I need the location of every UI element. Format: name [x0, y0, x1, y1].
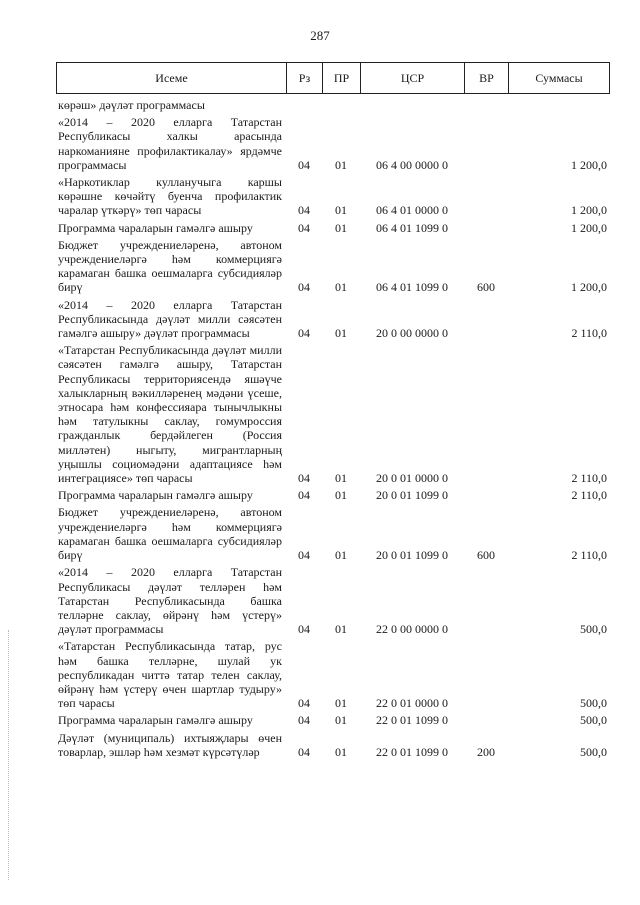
cell-name: «2014 – 2020 елларга Татарстан Республикасы халкы арасында наркоманияне профилактикалау» ярдәмче программасы — [58, 115, 282, 172]
column-header-rz: Рз — [287, 63, 323, 94]
table-header — [56, 62, 610, 94]
cell-sum: 2 110,0 — [571, 548, 607, 563]
cell-sum: 1 200,0 — [571, 203, 607, 218]
cell-csr: 20 0 00 0000 0 — [376, 326, 448, 341]
cell-rz: 04 — [298, 713, 310, 728]
table-row — [58, 218, 609, 235]
cell-pr: 01 — [335, 488, 347, 503]
cell-vr — [464, 485, 508, 502]
cell-vr — [464, 172, 508, 218]
cell-vr — [464, 340, 508, 485]
cell-sum: 500,0 — [580, 744, 607, 759]
table-row — [58, 728, 609, 759]
budget-table — [58, 98, 609, 759]
cell-name: Программа чараларын гамәлгә ашыру — [58, 488, 253, 503]
cell-csr: 22 0 01 1099 0 — [376, 744, 448, 759]
table-row — [58, 636, 609, 710]
cell-csr: 22 0 01 1099 0 — [376, 713, 448, 728]
table-row — [58, 112, 609, 172]
table-row — [58, 710, 609, 727]
cell-name: «2014 – 2020 елларга Татарстан Республикасында дәүләт милли сәясәтен гамәлгә ашыру» дәүләт программасы — [58, 297, 282, 341]
cell-pr: 01 — [335, 713, 347, 728]
cell-csr — [360, 98, 464, 112]
cell-pr: 01 — [335, 696, 347, 711]
table-row — [58, 340, 609, 485]
cell-pr: 01 — [335, 157, 347, 172]
cell-csr: 06 4 01 1099 0 — [376, 220, 448, 235]
cell-name: «Татарстан Республикасында дәүләт милли сәясәтен гамәлгә ашыру, Татарстан Республикасы территориясендә яшәүче халыкларның вәкилләренең мәдәни үсеше, этносара һәм конфессияара тынычлыкны һәм татулыкны саклау, гомумроссия гражданлык бердәйлеген (Россия милләтен) ныгыту, мигрантларның уңышлы социомәдәни адаптациясе һәм интеграциясе» төп чарасы — [58, 343, 282, 486]
cell-pr: 01 — [335, 471, 347, 486]
page-number: 287 — [310, 28, 330, 43]
cell-rz: 04 — [298, 696, 310, 711]
cell-name: көрәш» дәүләт программасы — [58, 98, 205, 112]
cell-rz: 04 — [298, 744, 310, 759]
cell-rz: 04 — [298, 326, 310, 341]
cell-name: «Наркотиклар кулланучыга каршы көрәшне көчәйтү буенча профилактик чаралар үткәрү» төп чарасы — [58, 175, 282, 218]
column-header-name: Исеме — [57, 63, 287, 94]
table-row — [58, 235, 609, 295]
cell-pr: 01 — [335, 548, 347, 563]
cell-pr: 01 — [335, 203, 347, 218]
cell-sum — [508, 98, 609, 112]
cell-name: Программа чараларын гамәлгә ашыру — [58, 220, 253, 235]
cell-pr: 01 — [335, 280, 347, 295]
cell-name: Бюджет учреждениеләренә, автоном учреждениеләргә һәм коммерциягә карамаган башка оешмаларга субсидияләр бирү — [58, 237, 282, 295]
cell-vr — [464, 562, 508, 636]
cell-vr — [464, 295, 508, 341]
cell-vr — [464, 112, 508, 172]
cell-sum: 1 200,0 — [571, 280, 607, 295]
cell-sum: 2 110,0 — [571, 326, 607, 341]
cell-name: «Татарстан Республикасында татар, рус һәм башка телләрне, шулай ук республикадан читтә татар телен саклау, өйрәнү һәм үстерү өчен шартлар тудыру» төп чарасы — [58, 639, 282, 711]
cell-pr: 01 — [335, 744, 347, 759]
cell-sum: 1 200,0 — [571, 157, 607, 172]
cell-vr: 200 — [477, 744, 495, 759]
scan-margin-dots — [8, 630, 13, 880]
cell-csr: 22 0 00 0000 0 — [376, 622, 448, 637]
cell-sum: 2 110,0 — [571, 488, 607, 503]
cell-rz — [286, 98, 322, 112]
cell-pr: 01 — [335, 220, 347, 235]
table-row — [58, 98, 609, 112]
cell-rz: 04 — [298, 622, 310, 637]
cell-rz: 04 — [298, 471, 310, 486]
cell-pr: 01 — [335, 326, 347, 341]
table-row — [58, 295, 609, 341]
cell-name: Бюджет учреждениеләренә, автоном учреждениеләргә һәм коммерциягә карамаган башка оешмаларга субсидияләр бирү — [58, 505, 282, 563]
cell-csr: 20 0 01 1099 0 — [376, 548, 448, 563]
column-header-pr: ПР — [323, 63, 361, 94]
cell-vr — [464, 218, 508, 235]
cell-name: Программа чараларын гамәлгә ашыру — [58, 713, 253, 728]
cell-sum: 1 200,0 — [571, 220, 607, 235]
cell-pr: 01 — [335, 622, 347, 637]
cell-csr: 20 0 01 0000 0 — [376, 471, 448, 486]
cell-csr: 06 4 01 0000 0 — [376, 203, 448, 218]
cell-pr — [322, 98, 360, 112]
cell-rz: 04 — [298, 157, 310, 172]
cell-rz: 04 — [298, 548, 310, 563]
cell-vr — [464, 98, 508, 112]
cell-vr — [464, 710, 508, 727]
cell-rz: 04 — [298, 280, 310, 295]
cell-sum: 2 110,0 — [571, 471, 607, 486]
cell-rz: 04 — [298, 488, 310, 503]
cell-vr: 600 — [477, 548, 495, 563]
table-row — [58, 562, 609, 636]
table-body — [58, 98, 609, 759]
cell-rz: 04 — [298, 220, 310, 235]
column-header-csr: ЦСР — [361, 63, 465, 94]
cell-sum: 500,0 — [580, 622, 607, 637]
cell-csr: 22 0 01 0000 0 — [376, 696, 448, 711]
column-header-sum: Суммасы — [509, 63, 610, 94]
cell-name: Дәүләт (муниципаль) ихтыяҗлары өчен товарлар, эшләр һәм хезмәт күрсәтүләр — [58, 730, 282, 759]
cell-vr: 600 — [477, 280, 495, 295]
cell-rz: 04 — [298, 203, 310, 218]
table-row — [58, 502, 609, 562]
table-row — [58, 172, 609, 218]
cell-csr: 20 0 01 1099 0 — [376, 488, 448, 503]
cell-csr: 06 4 00 0000 0 — [376, 157, 448, 172]
cell-sum: 500,0 — [580, 713, 607, 728]
cell-sum: 500,0 — [580, 696, 607, 711]
table-row — [58, 485, 609, 502]
column-header-vr: ВР — [465, 63, 509, 94]
cell-csr: 06 4 01 1099 0 — [376, 280, 448, 295]
cell-name: «2014 – 2020 елларга Татарстан Республикасы дәүләт телләрен һәм Татарстан Республикасында башка телләрне саклау, өйрәнү һәм үстерү» дәүләт программасы — [58, 565, 282, 637]
cell-vr — [464, 636, 508, 710]
